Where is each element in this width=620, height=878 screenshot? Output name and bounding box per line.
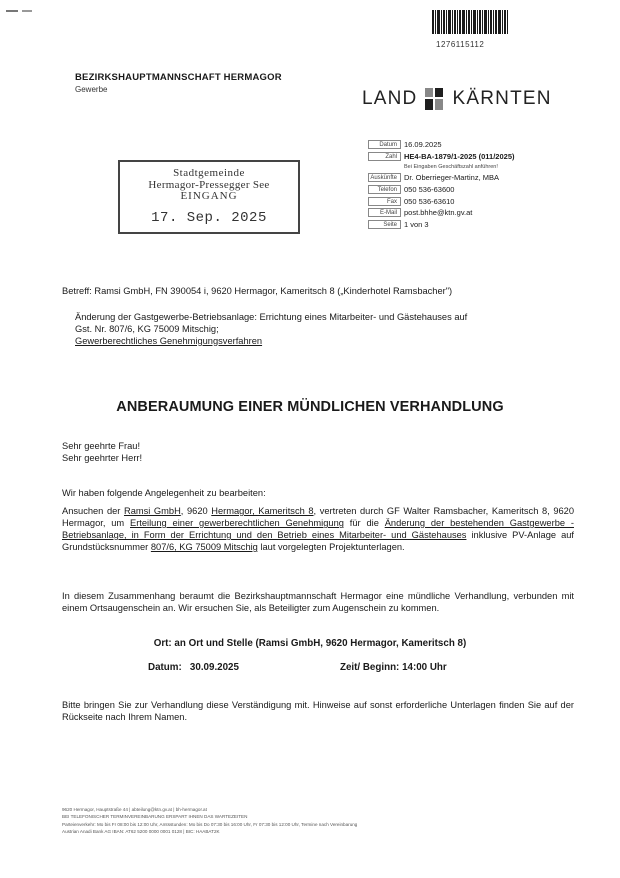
- subject-reference: Betreff: Ramsi GmbH, FN 390054 i, 9620 Hermagor, Kameritsch 8 („Kinderhotel Ramsbacher"): [62, 286, 453, 296]
- scan-mark: [22, 10, 32, 12]
- meta-label: Seite: [368, 220, 401, 229]
- subject-procedure: Gewerberechtliches Genehmigungsverfahren: [75, 335, 263, 346]
- intro-paragraph: Wir haben folgende Angelegenheit zu bearbeiten:: [62, 488, 266, 498]
- text-run: Ansuchen der: [62, 506, 124, 516]
- stamp-date: 17. Sep. 2025: [151, 210, 267, 226]
- applicant-name: Ramsi GmbH: [123, 506, 181, 516]
- application-paragraph: [62, 505, 574, 553]
- authority-name: BEZIRKSHAUPTMANNSCHAFT HERMAGOR: [75, 72, 282, 83]
- subject-line: Änderung der Gastgewerbe-Betriebsanlage: Errichtung eines Mitarbeiter- und Gästehauses auf: [75, 312, 468, 322]
- reference-block: [368, 139, 540, 231]
- footer-line: Austrian Anadi Bank AG IBAN: AT62 5200 0000 0001 0128 | BIC: HAABAT2K: [62, 828, 220, 834]
- meta-label: Fax: [368, 197, 401, 206]
- meta-contact: Dr. Oberrieger-Martinz, MBA: [404, 172, 500, 182]
- text-run: , vertreten durch GF Walter Ramsbacher, Kameritsch 8, 9620 Hermagor, um: [62, 506, 574, 528]
- hearing-time-value: 14:00 Uhr: [402, 662, 447, 673]
- subject-line: Gst. Nr. 807/6, KG 75009 Mitschig;: [75, 323, 219, 334]
- hearing-time: [340, 662, 447, 673]
- footer-line: Parteienverkehr: Mo bis Fr 08:00 bis 12:00 Uhr, Amtsstunden: Mo bis Do 07:30 bis 16:00 Uhr, Fr 07:30 bis 12:00 Uhr, Termine nach Vereinbarung: [62, 821, 358, 827]
- document-footer: [62, 806, 582, 835]
- document-title: ANBERAUMUNG EINER MÜNDLICHEN VERHANDLUNG: [116, 399, 504, 415]
- meta-date: 16.09.2025: [404, 140, 442, 150]
- closing-paragraph: Bitte bringen Sie zur Verhandlung diese Verständigung mit. Hinweise auf sonst erforderliche Unterlagen finden Sie auf der Rückseite nach Ihrem Namen.: [62, 700, 574, 722]
- logo-word-land: LAND: [362, 88, 418, 109]
- meta-email: post.bhhe@ktn.gv.at: [404, 208, 473, 218]
- meta-label: Zahl: [368, 152, 401, 161]
- barcode-image: [432, 8, 510, 36]
- stamp-line: Stadtgemeinde: [173, 167, 245, 179]
- text-run: für die: [343, 518, 385, 528]
- meta-case-note: Bei Eingaben Geschäftszahl anführen!: [404, 164, 498, 171]
- applicant-address: Hermagor, Kameritsch 8: [211, 506, 314, 516]
- entry-stamp: [118, 160, 300, 234]
- logo-mark-icon: [425, 88, 443, 110]
- permit-request: Erteilung einer gewerberechtlichen Genehmigung: [130, 518, 344, 528]
- hearing-date-value: 30.09.2025: [189, 662, 239, 673]
- meta-phone: 050 536-63600: [404, 184, 455, 194]
- hearing-date-label: Datum:: [148, 662, 182, 673]
- plot-number: 807/6, KG 75009 Mitschig: [150, 542, 258, 552]
- text-run: laut vorgelegten Projektunterlagen.: [257, 542, 405, 552]
- hearing-location: Ort: an Ort und Stelle (Ramsi GmbH, 9620 Hermagor, Kameritsch 8): [153, 638, 467, 649]
- hearing-date: [148, 662, 239, 673]
- change-description: Änderung der bestehenden Gastgewerbe - Betriebsanlage, in Form der Errichtung und den Betrieb eines Mitarbeiter- und Gästehauses: [62, 518, 574, 540]
- meta-fax: 050 536-63610: [404, 196, 455, 206]
- meta-page: 1 von 3: [404, 220, 429, 230]
- text-run: inklusive PV-Anlage auf Grundstücksnummer: [62, 530, 574, 552]
- text-run: , 9620: [180, 506, 212, 516]
- barcode-number: 1276115112: [436, 40, 485, 49]
- meta-label: Telefon: [368, 185, 401, 194]
- footer-line: BEI TELEFONISCHER TERMINVEREINBARUNG ERSPART IHNEN DAS WARTEZEITEN: [62, 814, 248, 820]
- salutation: [62, 440, 574, 464]
- hearing-time-label: Zeit/ Beginn:: [340, 662, 400, 673]
- meta-case-number: HE4-BA-1879/1-2025 (011/2025): [404, 152, 515, 162]
- land-kaernten-logo: [362, 86, 552, 112]
- authority-department: Gewerbe: [75, 85, 108, 94]
- stamp-line: Hermagor-Pressegger See: [148, 179, 270, 191]
- salutation-line: Sehr geehrte Frau!: [62, 441, 141, 451]
- meta-label: E-Mail: [368, 208, 401, 217]
- scan-mark: [6, 10, 18, 12]
- meta-label: Datum: [368, 140, 401, 149]
- stamp-line: EINGANG: [180, 190, 238, 202]
- salutation-line: Sehr geehrter Herr!: [62, 453, 143, 463]
- meta-label: Auskünfte: [368, 173, 401, 182]
- hearing-paragraph: In diesem Zusammenhang beraumt die Bezirkshauptmannschaft Hermagor eine mündliche Verhandlung, verbunden mit einem Ortsaugenschein an. Wir ersuchen Sie, als Beteiligter zum Augenschein zu kommen.: [62, 591, 574, 613]
- subject-block: [75, 312, 575, 347]
- logo-word-kaernten: KÄRNTEN: [452, 88, 552, 109]
- footer-line: 9620 Hermagor, Hauptstraße 44 | abteilung@ktn.gv.at | bh-hermagor.at: [62, 807, 207, 812]
